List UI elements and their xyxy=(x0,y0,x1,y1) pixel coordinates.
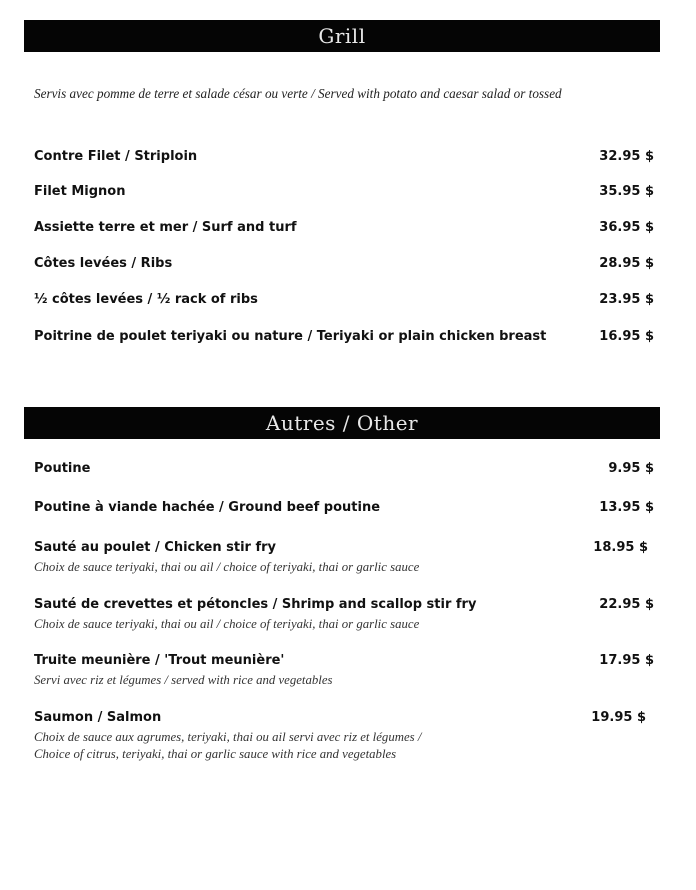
menu-item-price: 16.95 $ xyxy=(599,329,654,344)
menu-item-price: 18.95 $ xyxy=(593,540,648,555)
menu-item-name: Contre Filet / Striploin xyxy=(34,149,198,164)
menu-item-description: Choix de sauce aux agrumes, teriyaki, thai ou ail servi avec riz et légumes / xyxy=(34,730,422,744)
menu-item xyxy=(34,182,654,202)
menu-item xyxy=(34,254,654,274)
grill-section-title: Grill xyxy=(318,24,366,48)
other-section-title: Autres / Other xyxy=(265,411,419,435)
menu-item-name: Sauté de crevettes et pétoncles / Shrimp and scallop stir fry xyxy=(34,597,477,612)
menu-item-price: 19.95 $ xyxy=(591,710,646,725)
menu-item-name: Poutine xyxy=(34,461,91,476)
menu-item xyxy=(34,651,654,671)
menu-item xyxy=(34,218,654,238)
menu-item-name: Poitrine de poulet teriyaki ou nature / Teriyaki or plain chicken breast xyxy=(34,329,547,344)
menu-item xyxy=(34,147,654,167)
menu-item-name: Assiette terre et mer / Surf and turf xyxy=(34,220,297,235)
menu-item-description: Choix de sauce teriyaki, thai ou ail / choice of teriyaki, thai or garlic sauce xyxy=(34,560,420,574)
menu-item xyxy=(34,327,654,347)
menu-item-description: Servi avec riz et légumes / served with rice and vegetables xyxy=(34,673,333,687)
menu-item xyxy=(34,595,654,615)
menu-item xyxy=(34,498,654,518)
menu-item-price: 22.95 $ xyxy=(599,597,654,612)
menu-item xyxy=(34,538,648,558)
menu-item-price: 13.95 $ xyxy=(599,500,654,515)
menu-item-price: 9.95 $ xyxy=(608,461,654,476)
menu-item-name: Sauté au poulet / Chicken stir fry xyxy=(34,540,277,555)
grill-section-header xyxy=(24,20,660,52)
menu-item-price: 35.95 $ xyxy=(599,184,654,199)
menu-item xyxy=(34,459,654,479)
menu-item xyxy=(34,708,646,728)
menu-item-name: ½ côtes levées / ½ rack of ribs xyxy=(34,292,258,307)
menu-item-name: Poutine à viande hachée / Ground beef poutine xyxy=(34,500,381,515)
menu-item-name: Truite meunière / 'Trout meunière' xyxy=(34,653,285,668)
menu-item-price: 23.95 $ xyxy=(599,292,654,307)
other-section-header xyxy=(24,407,660,439)
menu-item-price: 36.95 $ xyxy=(599,220,654,235)
menu-item-name: Filet Mignon xyxy=(34,184,126,199)
menu-item xyxy=(34,290,654,310)
menu-item-price: 17.95 $ xyxy=(599,653,654,668)
menu-item-price: 32.95 $ xyxy=(599,149,654,164)
menu-item-name: Saumon / Salmon xyxy=(34,710,162,725)
menu-item-name: Côtes levées / Ribs xyxy=(34,256,173,271)
menu-item-description: Choix de sauce teriyaki, thai ou ail / choice of teriyaki, thai or garlic sauce xyxy=(34,617,420,631)
menu-item-price: 28.95 $ xyxy=(599,256,654,271)
grill-intro-text: Servis avec pomme de terre et salade césar ou verte / Served with potato and caesar salad or tossed xyxy=(34,86,562,101)
menu-item-description: Choice of citrus, teriyaki, thai or garlic sauce with rice and vegetables xyxy=(34,747,397,761)
